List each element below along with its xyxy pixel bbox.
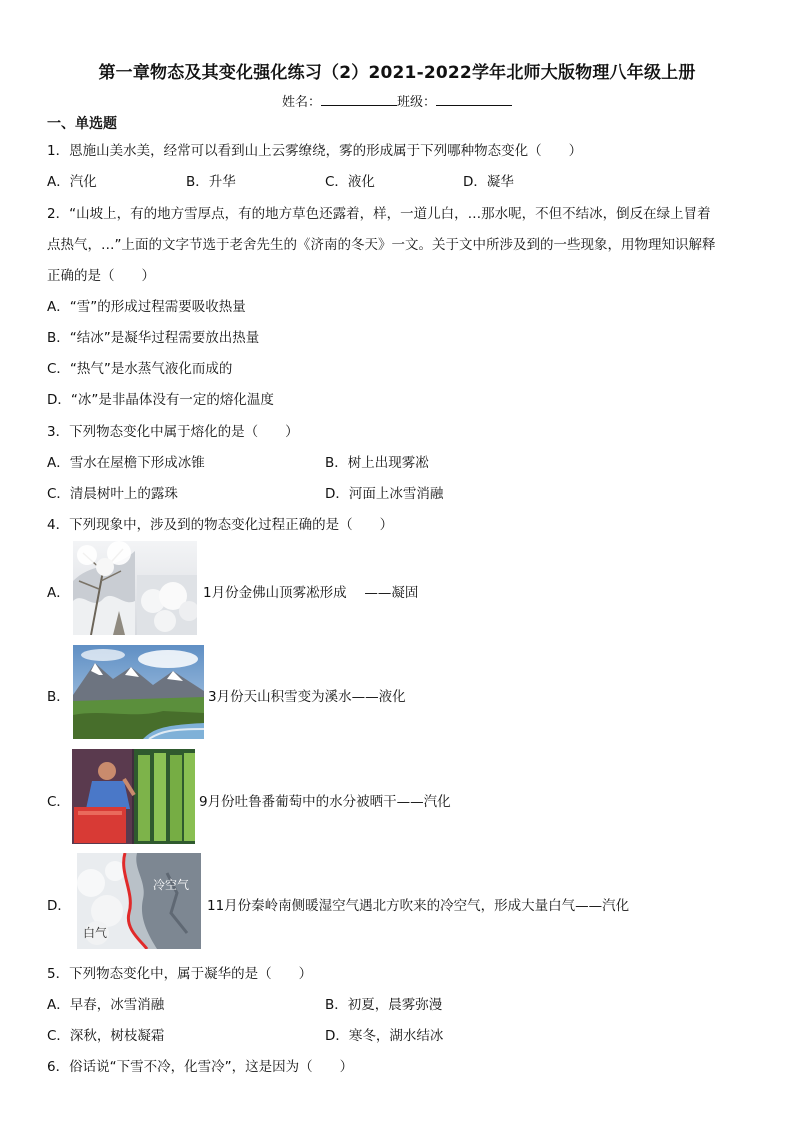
q4-option-d-label: D． [47, 898, 71, 914]
q1-option-b: B．升华 [186, 174, 236, 190]
frost-trees-photo [73, 541, 197, 635]
q3-option-b: B．树上出现雾凇 [325, 455, 429, 471]
q2-option-d: D．“冰”是非晶体没有一定的熔化温度 [47, 392, 274, 408]
section-heading: 一、单选题 [47, 116, 117, 132]
q3-option-a: A．雪水在屋檐下形成冰锥 [47, 455, 205, 471]
q4-option-b-caption: 3月份天山积雪变为溪水——液化 [208, 689, 406, 705]
class-label: 班级： [397, 95, 437, 110]
q1-stem: 1．恩施山美水美，经常可以看到山上云雾缭绕，雾的形成属于下列哪种物态变化（ ） [47, 143, 583, 159]
q6-stem: 6．俗话说“下雪不冷，化雪冷”，这是因为（ ） [47, 1059, 354, 1075]
q3-stem: 3．下列物态变化中属于熔化的是（ ） [47, 424, 299, 440]
cold-air-text: 冷空气 [153, 878, 190, 892]
q2-line-1: 2．“山坡上，有的地方雪厚点，有的地方草色还露着，样，一道儿白，…那水呢，不但不结冰，倒反在绿上冒着 [47, 206, 711, 222]
q4-stem: 4．下列现象中，涉及到的物态变化过程正确的是（ ） [47, 517, 394, 533]
q4-option-b-label: B． [47, 689, 70, 705]
q5-option-d: D．寒冬，湖水结冰 [325, 1028, 444, 1044]
white-vapor-text: 白气 [83, 926, 108, 940]
grape-drying-photo [72, 749, 195, 844]
q1-option-d: D．凝华 [463, 174, 514, 190]
q4-option-d-caption: 11月份秦岭南侧暖湿空气遇北方吹来的冷空气，形成大量白气——汽化 [207, 898, 630, 914]
page-title: 第一章物态及其变化强化练习（2）2021-2022学年北师大版物理八年级上册 [98, 63, 696, 83]
q2-option-b: B．“结冰”是凝华过程需要放出热量 [47, 330, 260, 346]
q4-option-a-caption: 1月份金佛山顶雾凇形成 ——凝固 [203, 585, 419, 601]
name-class-line [0, 91, 794, 110]
q2-option-a: A．“雪”的形成过程需要吸收热量 [47, 299, 246, 315]
q5-option-b: B．初夏，晨雾弥漫 [325, 997, 443, 1013]
q1-option-a: A．汽化 [47, 174, 97, 190]
q1-option-c: C．液化 [325, 174, 375, 190]
q5-option-c: C．深秋，树枝凝霜 [47, 1028, 165, 1044]
snow-mountain-stream-photo [73, 645, 204, 739]
q2-line-3: 正确的是（ ） [47, 268, 155, 284]
q4-option-c-caption: 9月份吐鲁番葡萄中的水分被晒干——汽化 [199, 794, 451, 810]
q2-line-2: 点热气，…”上面的文字节选于老舍先生的《济南的冬天》一文。关于文中所涉及到的一些现象，用物理知识解释 [47, 237, 716, 253]
name-label: 姓名： [281, 95, 321, 110]
q2-option-c: C．“热气”是水蒸气液化而成的 [47, 361, 233, 377]
q4-option-c-label: C． [47, 794, 70, 810]
class-blank[interactable] [436, 93, 512, 106]
q5-stem: 5．下列物态变化中，属于凝华的是（ ） [47, 966, 313, 982]
q3-option-c: C．清晨树叶上的露珠 [47, 486, 178, 502]
name-blank[interactable] [321, 93, 397, 106]
cold-air-clouds-photo [77, 853, 201, 949]
q3-option-d: D．河面上冰雪消融 [325, 486, 444, 502]
q4-option-a-label: A． [47, 585, 70, 601]
q5-option-a: A．早春，冰雪消融 [47, 997, 165, 1013]
